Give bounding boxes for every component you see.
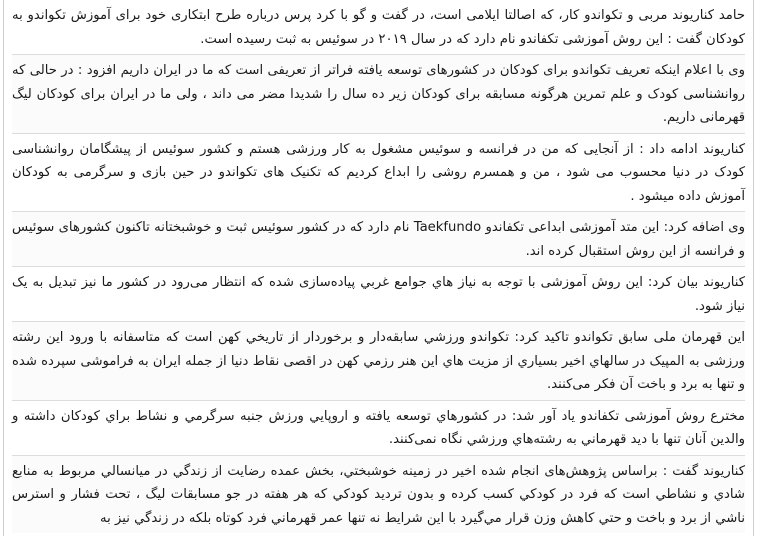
article-paragraph-5: کناریوند بیان کرد: این روش آموزشی با توجه به نیاز هاي جوامع غربي پیاده‌سازی شده که انتظار می‌رود در کشور ما نیز تبدیل به یک نیاز شود.: [12, 267, 745, 322]
article-paragraph-3: کناریوند ادامه داد : از آنجایی که من در فرانسه و سوئیس مشغول به کار ورزشی هستم و کشور سوئیس از پیشگامان روانشناسی کودک در دنیا محسوب می شود ، من و همسرم روشی را ابداع کردیم که تکنیک های تکواندو در حین بازی و سرگرمی به کودکان آموزش داده میشود .: [12, 134, 745, 213]
article-paragraph-8: کناریوند گفت : براساس پژوهش‌های انجام شده اخیر در زمینه خوشبختي، بخش عمده رضايت از زندگي در ميانسالي مربوط به منابع شادي و نشاطي است كه فرد در كودكي كسب كرده و بدون ترديد كودكي كه هر هفته در جو مسابقات ليگ ، تحت فشار و استرس ناشي از برد و باخت و حتي كاهش وزن قرار مي‌گيرد با اين شرايط نه تنها عمر قهرماني فرد كوتاه بلكه در زندگي نيز به: [12, 456, 745, 534]
article-paragraph-2: وی با اعلام اینکه تعریف تکواندو برای کودکان در کشورهای توسعه یافته فراتر از تعریفی است که ما در ایران داریم افزود : در حالی که روانشناسی کودک و علم تمرین هرگونه مسابقه برای کودکان زیر ده سال را شدیدا مضر می داند ، ولی ما در ایران برای کودکان لیگ قهرمانی داریم.: [12, 55, 745, 134]
article-paragraph-6: این قهرمان ملی سابق تکواندو تاکید کرد: تکواندو ورزشي سابقه‌دار و برخوردار از تاريخي كهن است که متاسفانه با ورود این رشته ورزشی به المپیک در سالهاي اخير بسياري از مزيت هاي اين هنر رزمي كهن در اقصی نقاط دنیا از جمله ایران به فراموشی سپرده شده و تنها به برد و باخت آن فکر می‌کنند.: [12, 322, 745, 401]
article-paragraph-1: حامد کناریوند مربی و تکواندو کار، که اصالتا ایلامی است، در گفت و گو با کرد پرس درباره طرح ابتکاری خود برای آموزش تکواندو به کودکان گفت : این روش آموزشی تکفاندو نام دارد که در سال ۲۰۱۹ در سوئیس به ثبت رسیده است.: [12, 0, 745, 55]
article-paragraph-7: مخترع روش آموزشی تکفاندو یاد آور شد: در کشورهاي توسعه یافته و اروپايي ورزش جنبه سرگرمي و نشاط براي كودكان داشته و والدين آنان تنها با ديد قهرماني به رشته‌هاي ورزشي نگاه نمی‌کنند.: [12, 401, 745, 456]
article-body: [12, 0, 745, 533]
right-column-border: [753, 0, 754, 536]
article-paragraph-4: وی اضافه کرد: این متد آموزشی ابداعی تکفاندو Taekfundo نام دارد که در کشور سوئیس ثبت و خوشبختانه تاکنون کشورهای سوئیس و فرانسه از این روش استقبال کرده اند.: [12, 212, 745, 267]
left-column-border: [3, 0, 4, 536]
